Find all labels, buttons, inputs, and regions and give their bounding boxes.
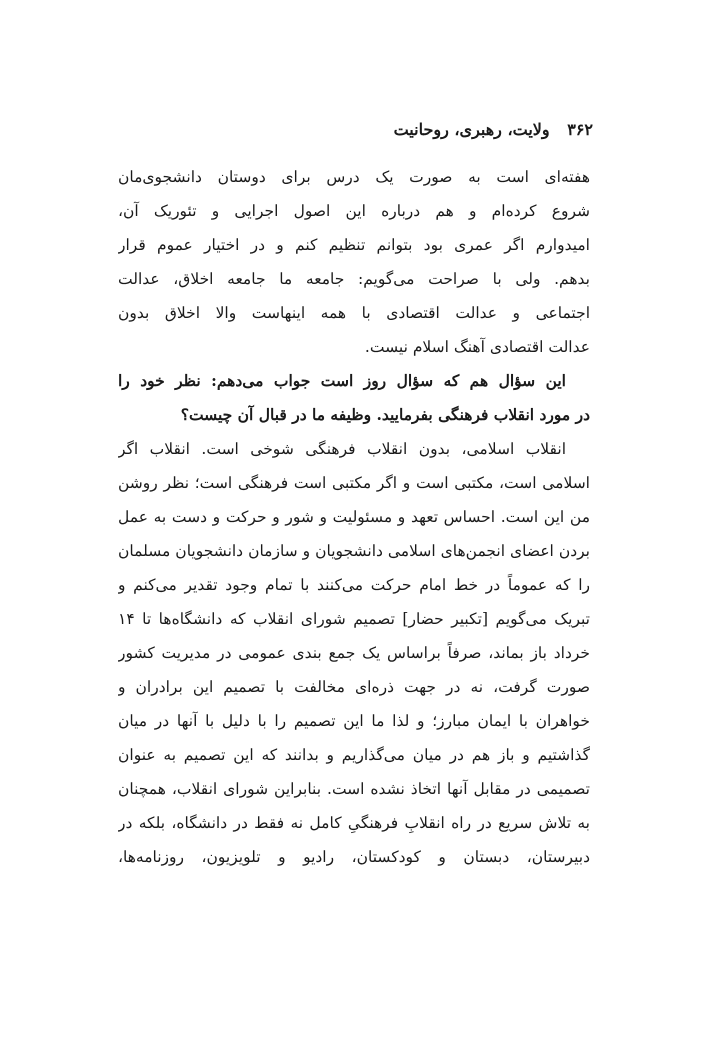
text-line: تبریک می‌گویم [تکبیر حضار] تصمیم شورای انقلاب که دانشگاه‌ها تا ۱۴ [118, 610, 590, 628]
running-title: ولایت، رهبری، روحانیت [393, 120, 550, 139]
text-line: اسلامی است، مکتبی است و اگر مکتبی است فرهنگی است؛ نظر روشن [118, 474, 590, 492]
text-line: را که عموماً در خط امام حرکت می‌کنند با تمام وجود تقدیر می‌کنم و [118, 576, 590, 594]
text-line: بدهم. ولی با صراحت می‌گویم: جامعه ما جامعه اخلاق، عدالت [118, 270, 590, 288]
body-text [118, 160, 590, 874]
text-line: شروع کرده‌ام و هم درباره این اصول اجرایی و تئوریک آن، [118, 202, 590, 220]
text-line: به تلاش سریع در راه انقلابِ فرهنگیِ کامل نه فقط در دانشگاه، بلکه در [118, 814, 590, 832]
text-line: عدالت اقتصادی آهنگ اسلام نیست. [364, 338, 590, 356]
text-line: هفته‌ای است به صورت یک درس برای دوستان دانشجوی‌مان [118, 168, 590, 186]
question-line: در مورد انقلاب فرهنگی بفرمایید. وظیفه ما در قبال آن چیست؟ [180, 405, 590, 424]
page-number: ۳۶۲ [567, 120, 593, 139]
text-line: امیدوارم اگر عمری بود بتوانم تنظیم کنم و در اختیار عموم قرار [118, 236, 590, 254]
question-line: این سؤال هم که سؤال روز است جواب می‌دهم: نظر خود را [118, 371, 566, 390]
text-line: اجتماعی و عدالت اقتصادی با همه اینهاست والا اخلاق بدون [118, 304, 590, 322]
running-header [394, 120, 593, 139]
text-line: گذاشتیم و باز هم در میان می‌گذاریم و بدانند که این تصمیم به عنوان [118, 746, 590, 764]
text-line: صورت گرفت، نه در جهت ذره‌ای مخالفت با تصمیم این برادران و [118, 678, 590, 696]
text-line: خرداد باز بماند، صرفاً براساس یک جمع بندی عمومی در مدیریت کشور [118, 644, 590, 662]
text-line: بردن اعضای انجمن‌های اسلامی دانشجویان و سازمان دانشجویان مسلمان [118, 542, 590, 560]
text-line: تصمیمی در مقابل آنها اتخاذ نشده است. بنابراین شورای انقلاب، همچنان [118, 780, 590, 798]
text-line: دبیرستان، دبستان و کودکستان، رادیو و تلویزیون، روزنامه‌ها، [118, 848, 590, 866]
text-line: انقلاب اسلامی، بدون انقلاب فرهنگی شوخی است. انقلاب اگر [118, 440, 566, 458]
text-line: من این است. احساس تعهد و مسئولیت و شور و حرکت و دست به عمل [118, 508, 590, 526]
text-line: خواهران با ایمان مبارز؛ و لذا ما این تصمیم را با دلیل با آنها در میان [118, 712, 590, 730]
